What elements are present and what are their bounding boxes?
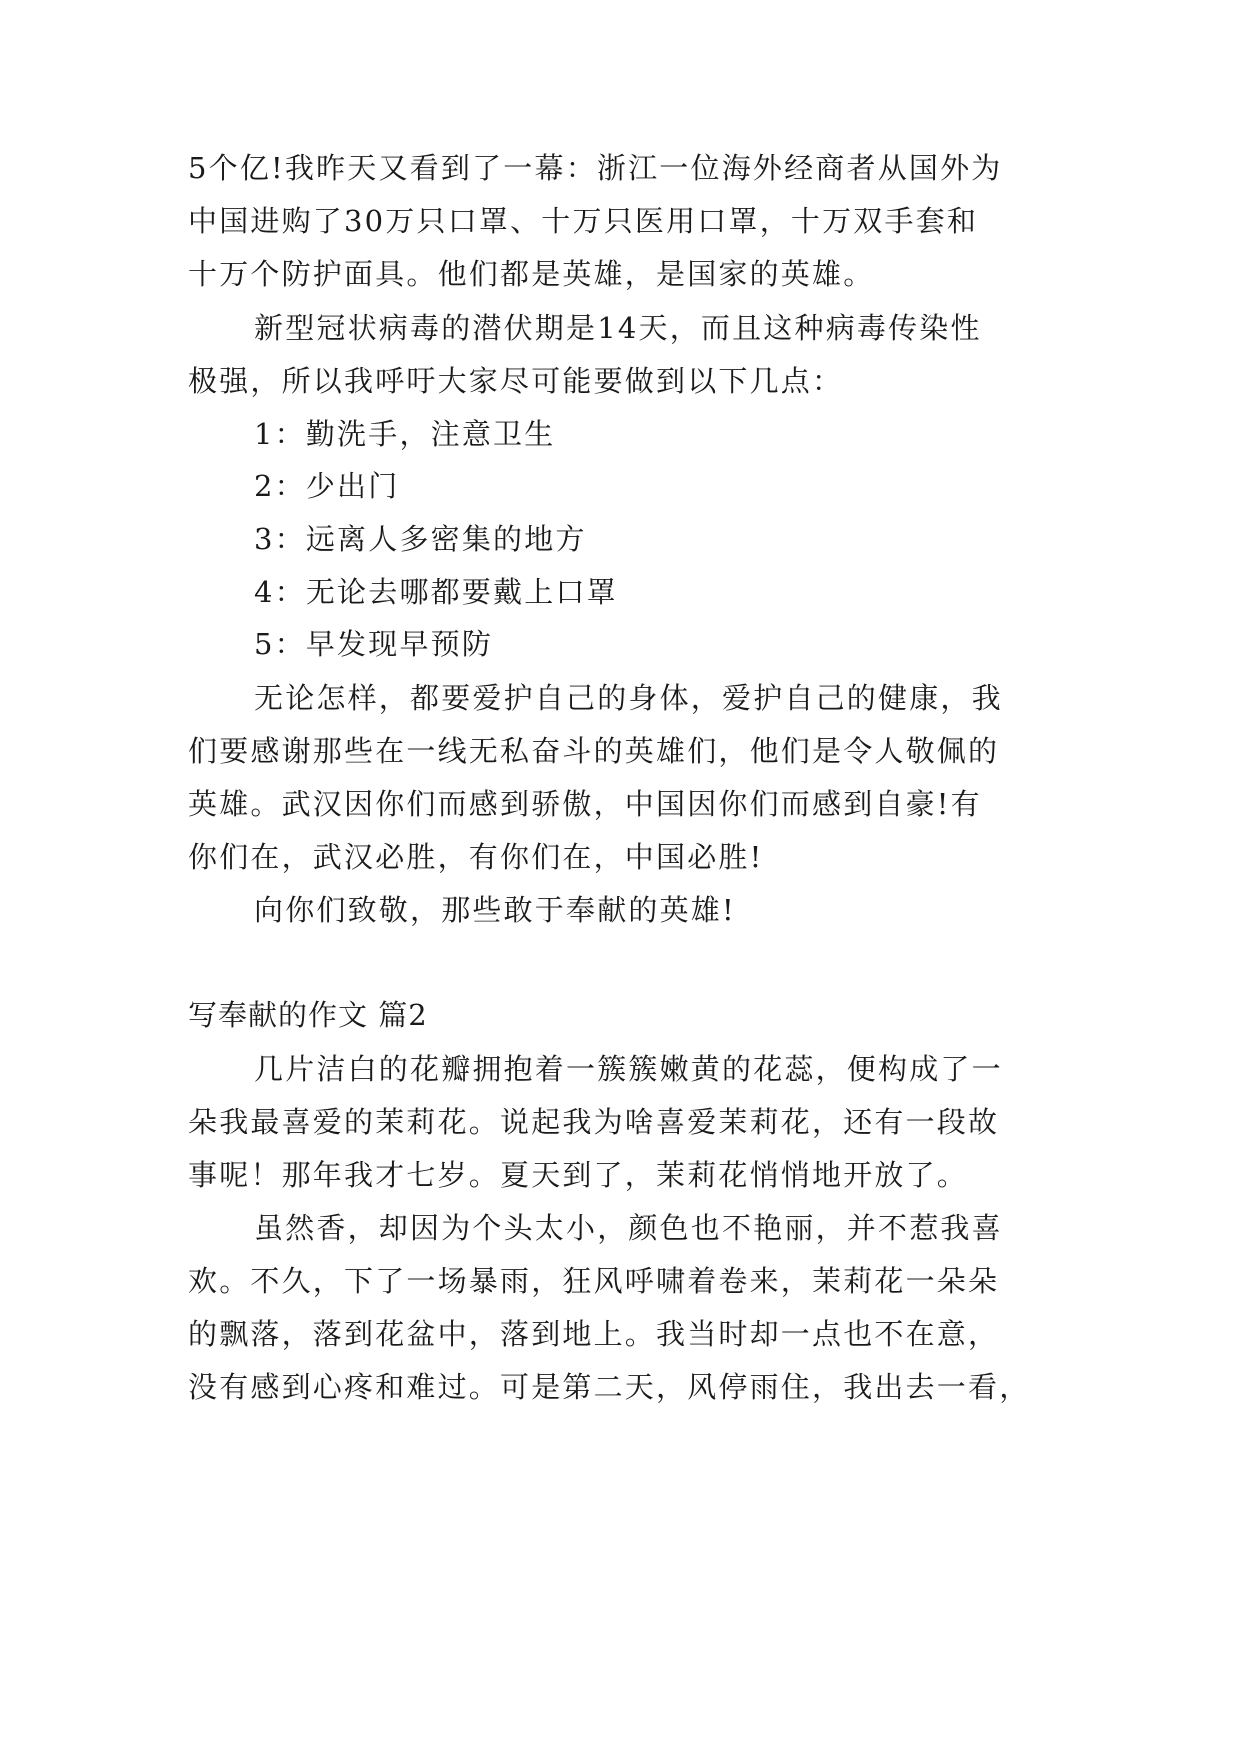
text-line: 你们在，武汉必胜，有你们在，中国必胜! <box>188 840 764 874</box>
text-line: 们要感谢那些在一线无私奋斗的英雄们，他们是令人敬佩的 <box>188 734 1000 768</box>
paragraph-start-line: 虽然香，却因为个头太小，颜色也不艳丽，并不惹我喜 <box>254 1211 1003 1245</box>
text-line: 极强，所以我呼吁大家尽可能要做到以下几点： <box>188 364 844 398</box>
list-item: 2：少出门 <box>254 469 400 503</box>
text-line: 中国进购了30万只口罩、十万只医用口罩，十万双手套和 <box>188 204 979 238</box>
text-line: 英雄。武汉因你们而感到骄傲，中国因你们而感到自豪!有 <box>188 787 982 821</box>
text-line: 的飘落，落到花盆中，落到地上。我当时却一点也不在意， <box>188 1317 1000 1351</box>
list-item: 4：无论去哪都要戴上口罩 <box>254 575 618 609</box>
paragraph-start-line: 向你们致敬，那些敢于奉献的英雄! <box>254 893 736 927</box>
text-line: 事呢！那年我才七岁。夏天到了，茉莉花悄悄地开放了。 <box>188 1158 969 1192</box>
list-item: 5：早发现早预防 <box>254 627 494 661</box>
section-heading: 写奉献的作文 篇2 <box>188 998 428 1032</box>
text-line: 朵我最喜爱的茉莉花。说起我为啥喜爱茉莉花，还有一段故 <box>188 1105 1000 1139</box>
paragraph-start-line: 无论怎样，都要爱护自己的身体，爱护自己的健康，我 <box>254 681 1003 715</box>
paragraph-start-line: 新型冠状病毒的潜伏期是14天，而且这种病毒传染性 <box>254 311 982 345</box>
list-item: 3：远离人多密集的地方 <box>254 522 587 556</box>
text-line: 欢。不久，下了一场暴雨，狂风呼啸着卷来，茉莉花一朵朵 <box>188 1264 1000 1298</box>
text-line: 5个亿!我昨天又看到了一幕：浙江一位海外经商者从国外为 <box>188 151 1003 185</box>
list-item: 1：勤洗手，注意卫生 <box>254 417 556 451</box>
text-line: 没有感到心疼和难过。可是第二天，风停雨住，我出去一看， <box>188 1370 1031 1404</box>
paragraph-start-line: 几片洁白的花瓣拥抱着一簇簇嫩黄的花蕊，便构成了一 <box>254 1052 1003 1086</box>
text-line: 十万个防护面具。他们都是英雄，是国家的英雄。 <box>188 257 875 291</box>
